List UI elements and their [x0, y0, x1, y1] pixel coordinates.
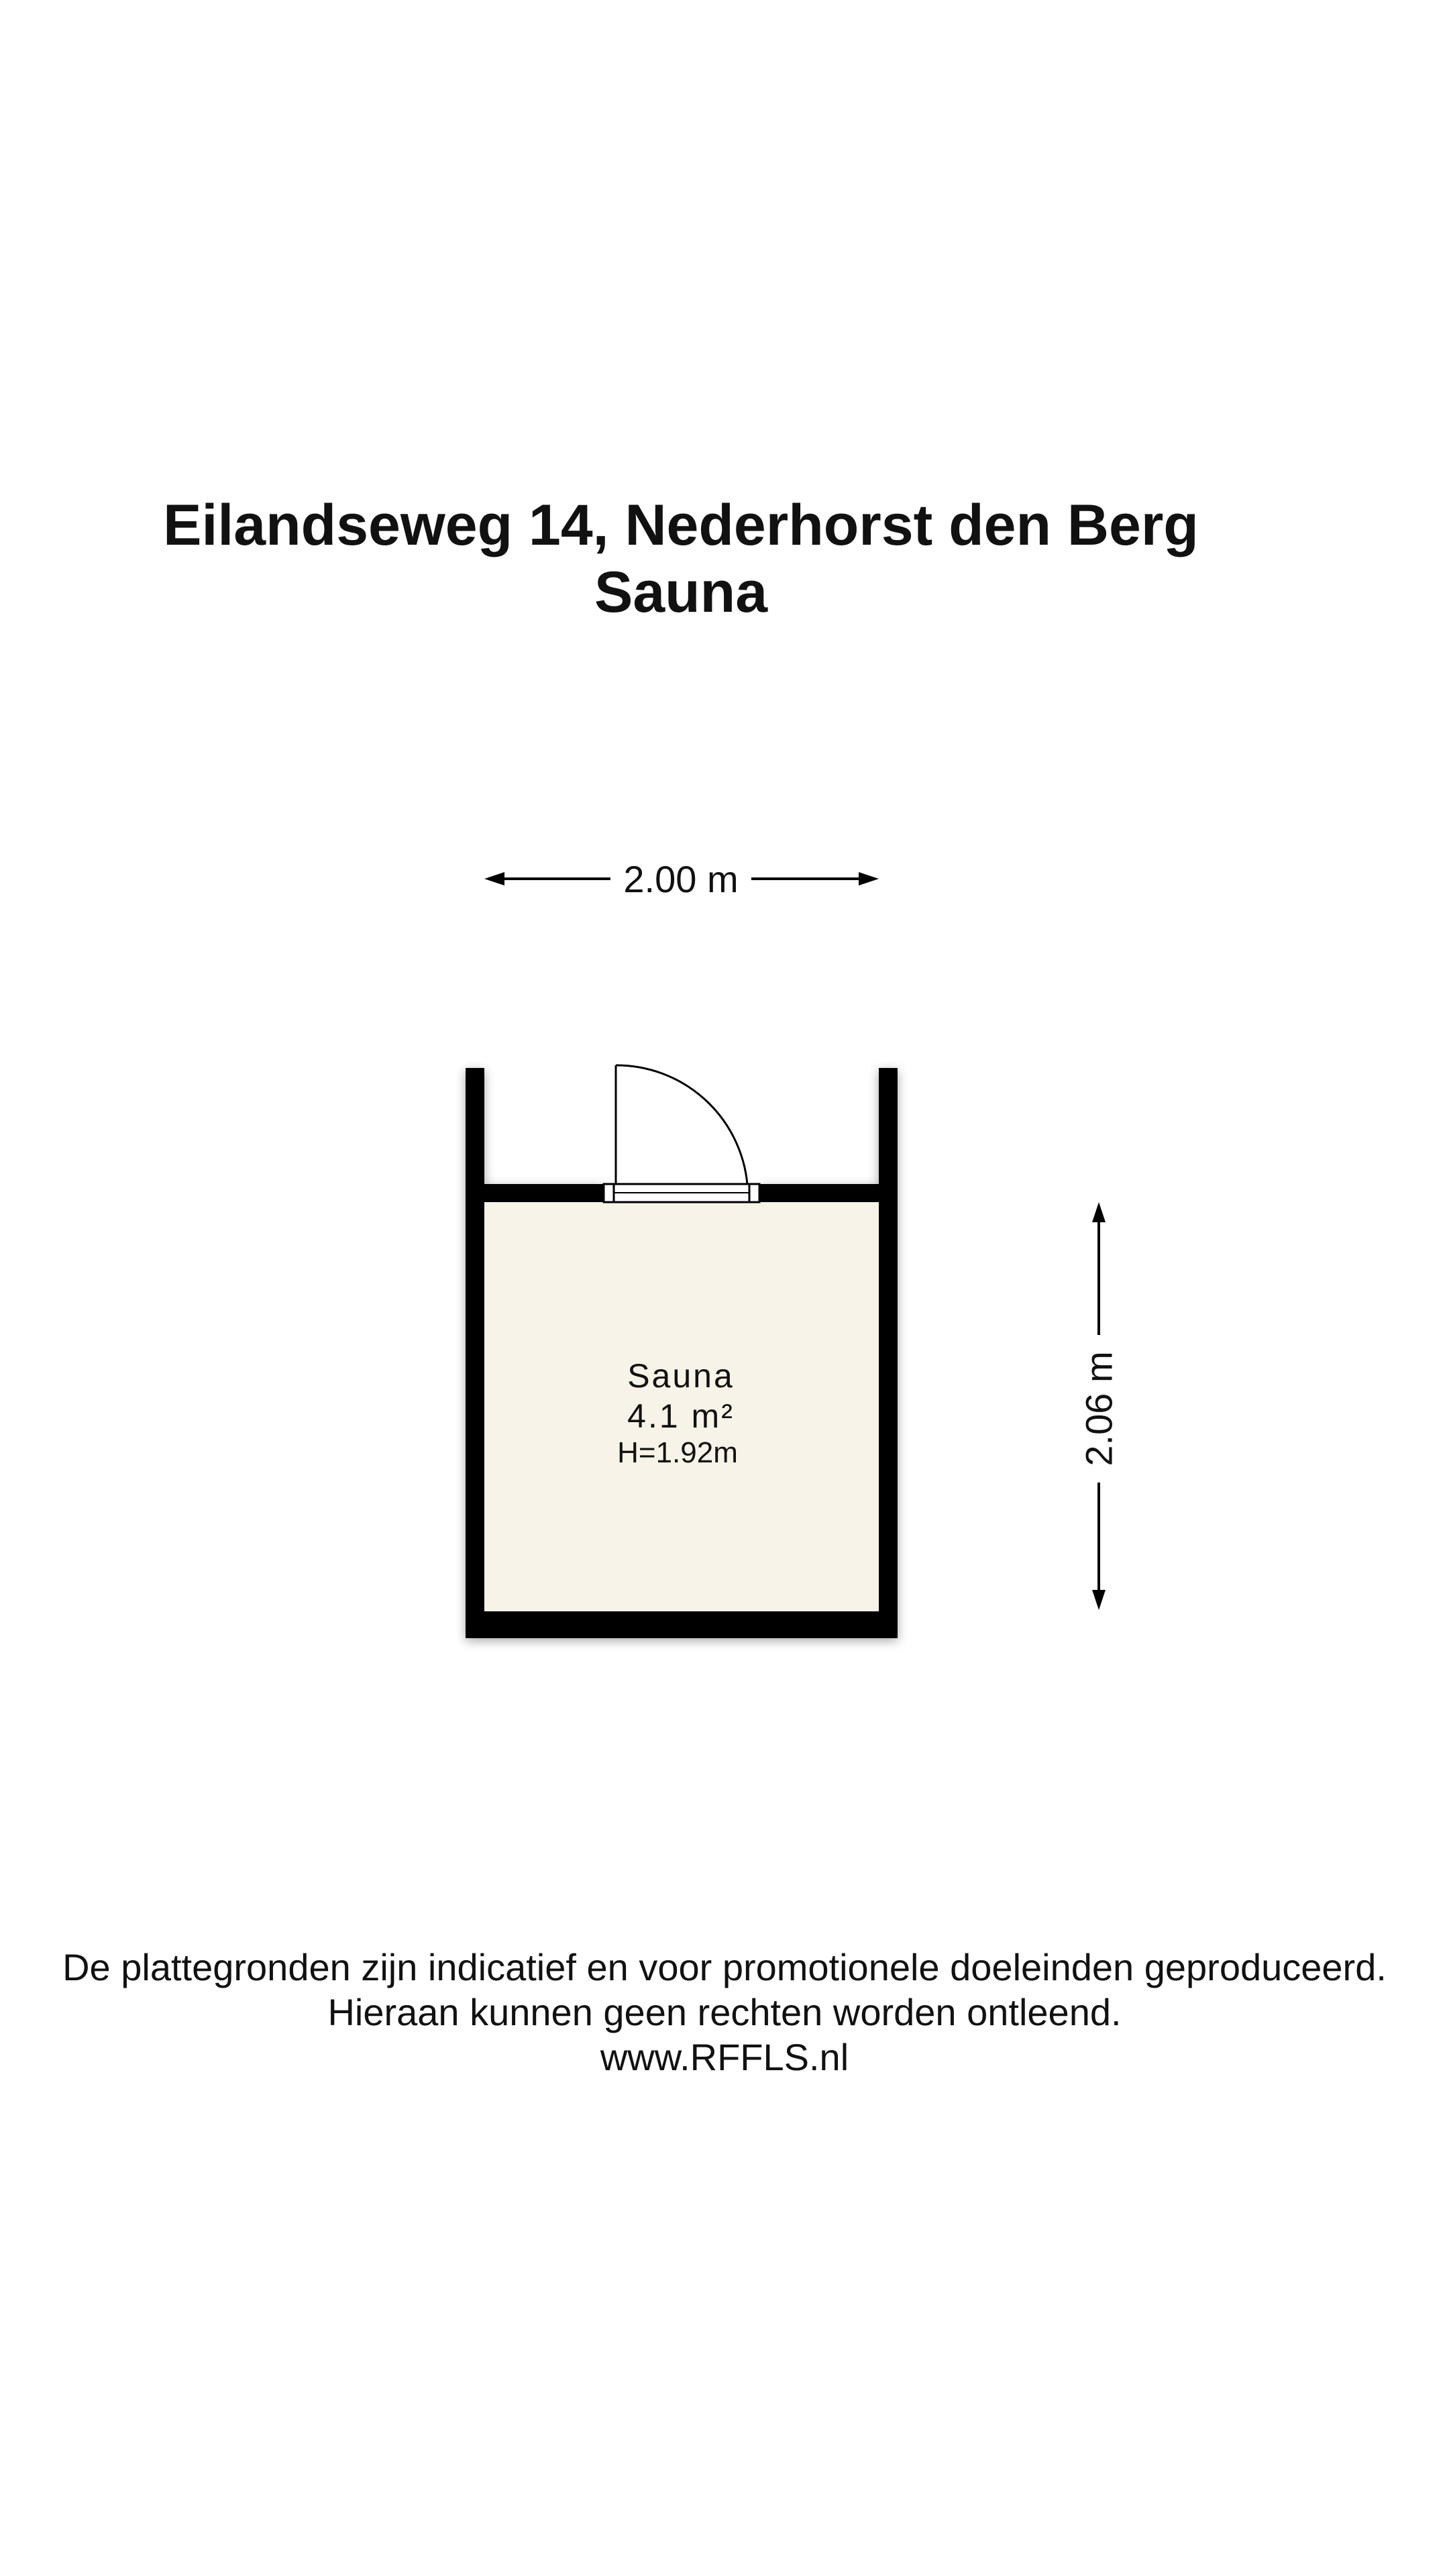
- arrow-down-icon: [1092, 1590, 1106, 1610]
- website-link: www.RFFLS.nl: [600, 2036, 849, 2078]
- wall-top-left: [466, 1184, 604, 1202]
- room-height: H=1.92m: [617, 1436, 738, 1469]
- arrow-up-icon: [1092, 1202, 1106, 1222]
- door-jamb-left: [604, 1184, 614, 1202]
- floor-title: Sauna: [594, 560, 768, 625]
- width-dimension-label: 2.00 m: [623, 858, 739, 900]
- page-title: Eilandseweg 14, Nederhorst den Berg: [163, 493, 1199, 557]
- depth-dimension-label: 2.06 m: [1077, 1351, 1120, 1466]
- wall-bottom: [466, 1611, 898, 1638]
- wall-left: [466, 1068, 484, 1638]
- arrow-left-icon: [484, 872, 504, 885]
- door-jamb-right: [749, 1184, 759, 1202]
- disclaimer-line-2: Hieraan kunnen geen rechten worden ontleend.: [327, 1991, 1122, 2033]
- door-swing-arc: [616, 1065, 747, 1184]
- depth-dimension: [1078, 1202, 1120, 1610]
- room-sauna: [466, 1068, 898, 1638]
- wall-right: [879, 1068, 898, 1638]
- arrow-right-icon: [859, 872, 879, 885]
- door: [604, 1065, 759, 1202]
- disclaimer-line-1: De plattegronden zijn indicatief en voor promotionele doeleinden geproduceerd.: [62, 1946, 1387, 1988]
- width-dimension: [484, 858, 879, 900]
- room-name: Sauna: [627, 1357, 735, 1395]
- room-area: 4.1 m²: [627, 1397, 735, 1435]
- wall-top-right: [759, 1184, 898, 1202]
